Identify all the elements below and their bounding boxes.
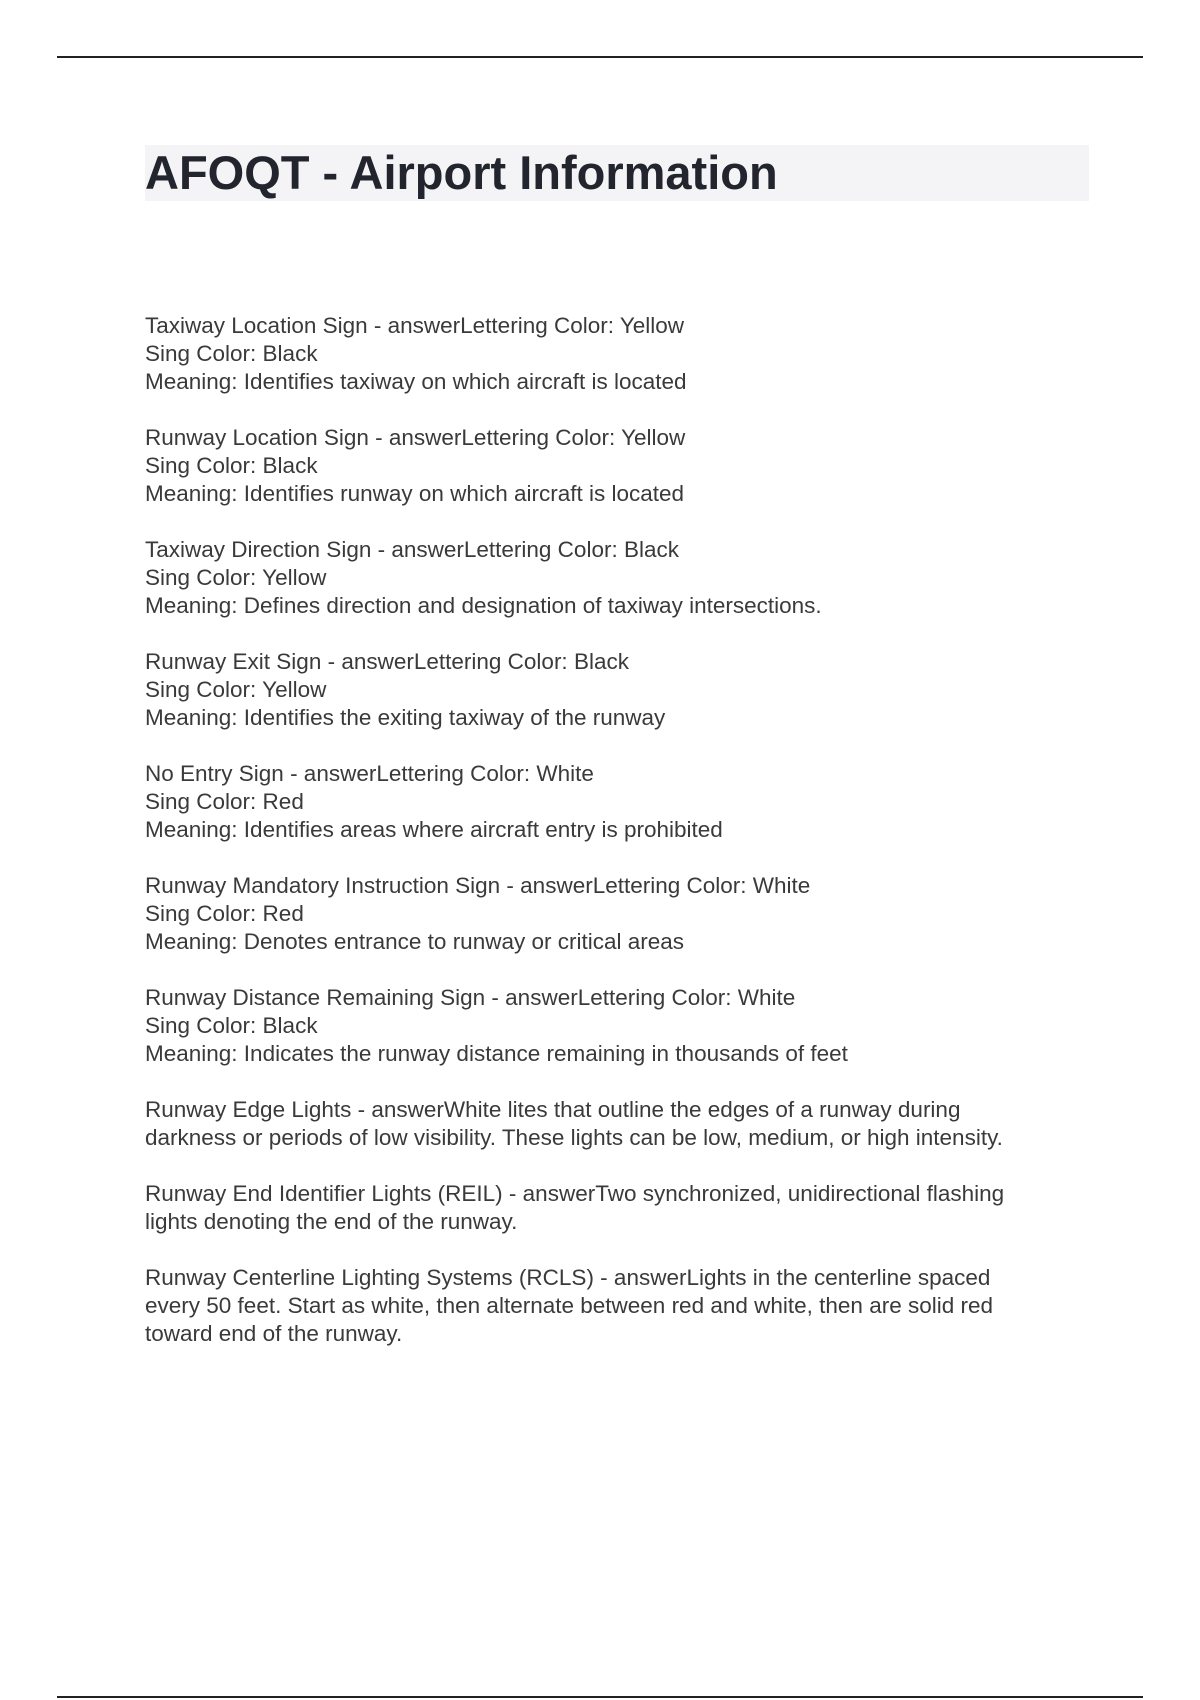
flashcard-line: Sing Color: Black [145, 341, 318, 366]
flashcard-line: Sing Color: Black [145, 453, 318, 478]
flashcard-taxiway-location-sign [145, 312, 1095, 396]
flashcard-runway-centerline-lighting [145, 1264, 1095, 1348]
flashcard-runway-mandatory-instruction-sign [145, 872, 1095, 956]
flashcard-line: Runway End Identifier Lights (REIL) - answerTwo synchronized, unidirectional flashing [145, 1181, 1005, 1206]
flashcard-line: Meaning: Defines direction and designation of taxiway intersections. [145, 593, 822, 618]
flashcard-line: Sing Color: Yellow [145, 677, 327, 702]
flashcard-runway-end-identifier-lights [145, 1180, 1095, 1236]
flashcard-line: Sing Color: Red [145, 789, 304, 814]
top-rule [57, 56, 1143, 58]
bottom-rule [57, 1696, 1143, 1698]
flashcard-runway-distance-remaining-sign [145, 984, 1095, 1068]
flashcard-taxiway-direction-sign [145, 536, 1095, 620]
flashcard-runway-exit-sign [145, 648, 1095, 732]
flashcard-line: Taxiway Location Sign - answerLettering Color: Yellow [145, 313, 685, 338]
flashcard-line: Runway Edge Lights - answerWhite lites that outline the edges of a runway during [145, 1097, 961, 1122]
flashcard-no-entry-sign [145, 760, 1095, 844]
flashcard-line: Meaning: Identifies areas where aircraft entry is prohibited [145, 817, 723, 842]
flashcard-line: Runway Location Sign - answerLettering Color: Yellow [145, 425, 686, 450]
flashcard-line: Sing Color: Red [145, 901, 304, 926]
flashcard-line: Sing Color: Yellow [145, 565, 327, 590]
flashcard-runway-edge-lights [145, 1096, 1095, 1152]
flashcard-line: Meaning: Identifies the exiting taxiway of the runway [145, 705, 666, 730]
flashcard-line: Runway Mandatory Instruction Sign - answerLettering Color: White [145, 873, 811, 898]
flashcard-line: No Entry Sign - answerLettering Color: White [145, 761, 594, 786]
page-title: AFOQT - Airport Information [145, 146, 778, 199]
flashcard-line: Meaning: Indicates the runway distance remaining in thousands of feet [145, 1041, 848, 1066]
flashcard-line: lights denoting the end of the runway. [145, 1209, 518, 1234]
flashcard-line: Runway Centerline Lighting Systems (RCLS) - answerLights in the centerline spaced [145, 1265, 991, 1290]
flashcard-line: Taxiway Direction Sign - answerLettering Color: Black [145, 537, 679, 562]
flashcard-line: Runway Exit Sign - answerLettering Color: Black [145, 649, 629, 674]
flashcard-runway-location-sign [145, 424, 1095, 508]
flashcard-line: Meaning: Identifies runway on which aircraft is located [145, 481, 685, 506]
flashcard-line: Sing Color: Black [145, 1013, 318, 1038]
flashcard-line: darkness or periods of low visibility. These lights can be low, medium, or high intensity. [145, 1125, 1003, 1150]
flashcard-line: Meaning: Denotes entrance to runway or critical areas [145, 929, 685, 954]
flashcard-list [145, 312, 1095, 1376]
flashcard-line: every 50 feet. Start as white, then alternate between red and white, then are solid red [145, 1293, 994, 1318]
flashcard-line: Meaning: Identifies taxiway on which aircraft is located [145, 369, 687, 394]
flashcard-line: toward end of the runway. [145, 1321, 403, 1346]
flashcard-line: Runway Distance Remaining Sign - answerLettering Color: White [145, 985, 796, 1010]
